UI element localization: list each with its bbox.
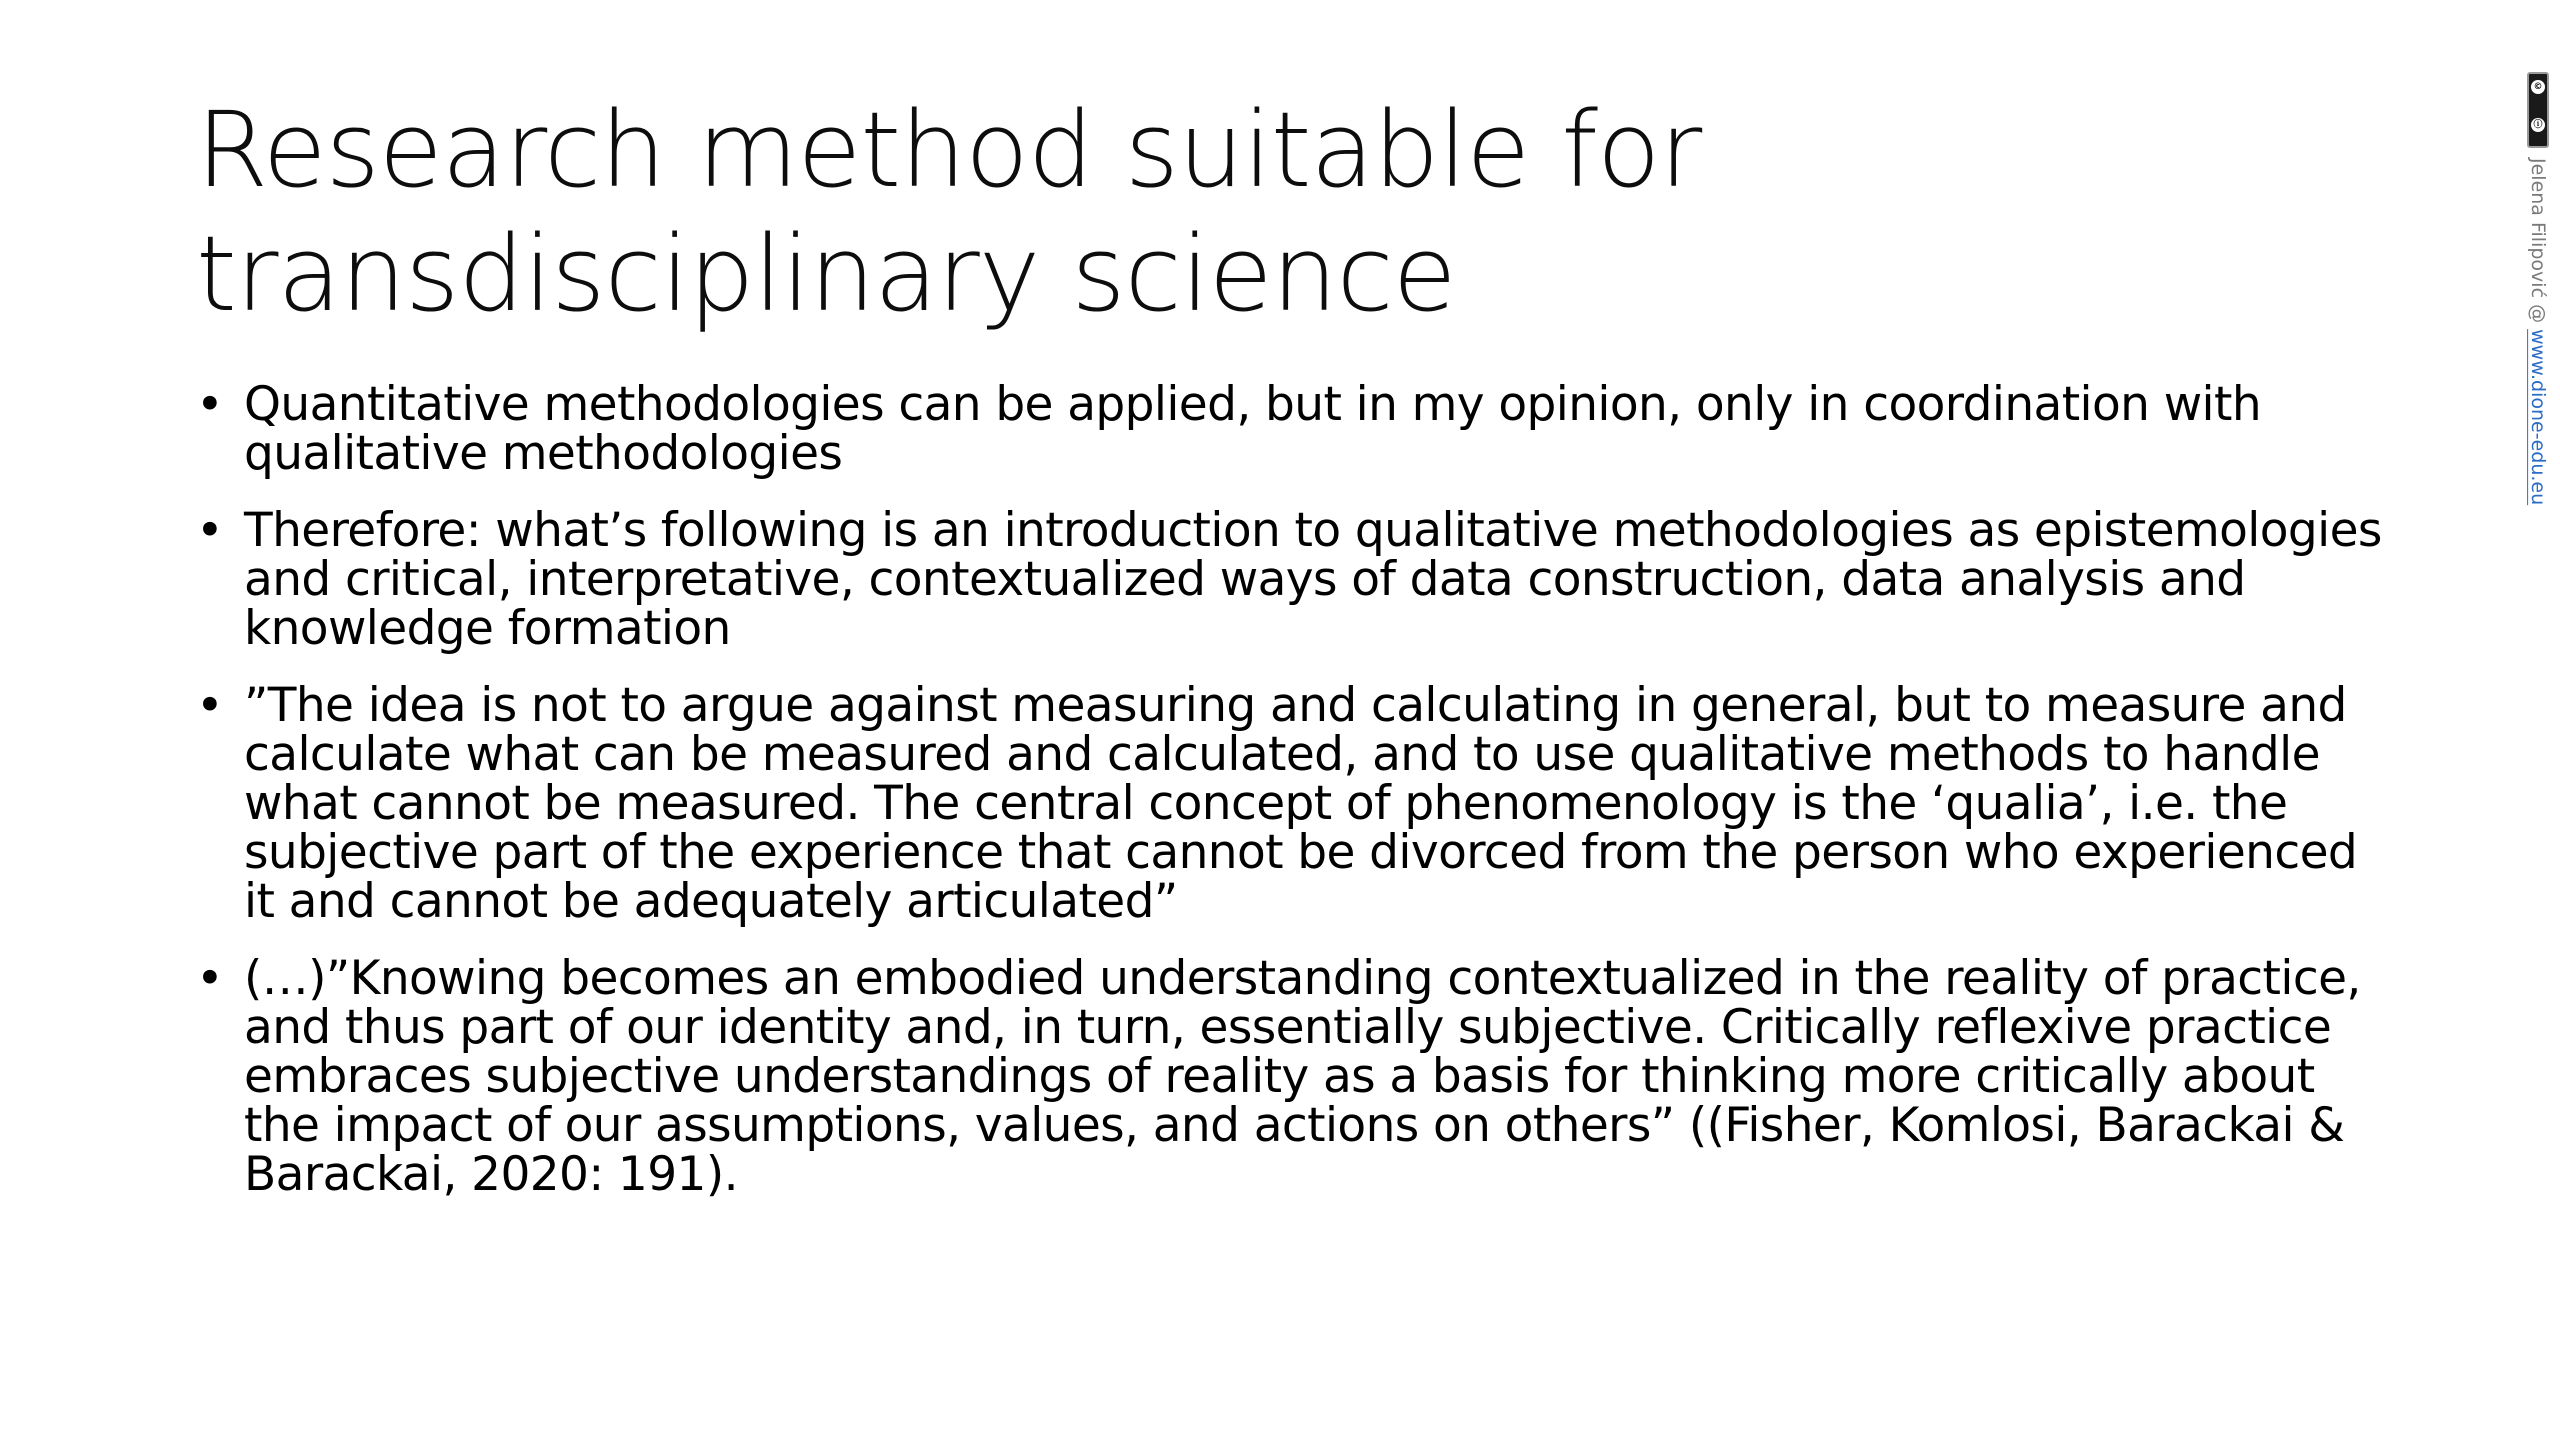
bullet-item-3 bbox=[196, 678, 2386, 929]
creative-commons-icon[interactable] bbox=[2527, 72, 2549, 148]
author-credit bbox=[2526, 158, 2550, 505]
bullet-icon: • bbox=[196, 377, 224, 432]
bullet-text: (…)”Knowing becomes an embodied understanding contextualized in the reality of practice, and thus part of our identity and, in turn, essentially subjective. Critically reflexive practice embraces subjective understandings of reality as a basis for thinking more critically about the impact of our assumptions, values, and actions on others” ((Fisher, Komlosi, Barackai & Barackai, 2020: 191). bbox=[244, 951, 2361, 1202]
bullet-icon: • bbox=[196, 951, 224, 1006]
bullet-item-4 bbox=[196, 951, 2386, 1202]
license-sidebar bbox=[2520, 72, 2556, 542]
bullet-list bbox=[196, 377, 2386, 1227]
slide-title bbox=[196, 88, 2096, 336]
bullet-text: Quantitative methodologies can be applied, but in my opinion, only in coordination with qualitative methodologies bbox=[244, 377, 2262, 481]
author-credit-text: Jelena Filipović @ bbox=[2527, 158, 2549, 330]
bullet-text: Therefore: what’s following is an introduction to qualitative methodologies as epistemologies and critical, interpretative, contextualized ways of data construction, data analysis and knowledge formation bbox=[244, 503, 2382, 656]
cc-attribution-icon: ⓘ bbox=[2531, 118, 2545, 132]
cc-copyright-icon: © bbox=[2531, 80, 2545, 94]
bullet-icon: • bbox=[196, 678, 224, 733]
slide-title-line-2: transdisciplinary science bbox=[196, 213, 1456, 335]
slide-title-line-1: Research method suitable for bbox=[196, 89, 1702, 211]
bullet-icon: • bbox=[196, 503, 224, 558]
bullet-item-1 bbox=[196, 377, 2386, 481]
bullet-item-2 bbox=[196, 503, 2386, 656]
bullet-text: ”The idea is not to argue against measuring and calculating in general, but to measure and calculate what can be measured and calculated, and to use qualitative methods to handle what cannot be measured. The central concept of phenomenology is the ‘qualia’, i.e. the subjective part of the experience that cannot be divorced from the person who experienced it and cannot be adequately articulated” bbox=[244, 678, 2358, 929]
website-link[interactable]: www.dione-edu.eu bbox=[2527, 329, 2549, 506]
